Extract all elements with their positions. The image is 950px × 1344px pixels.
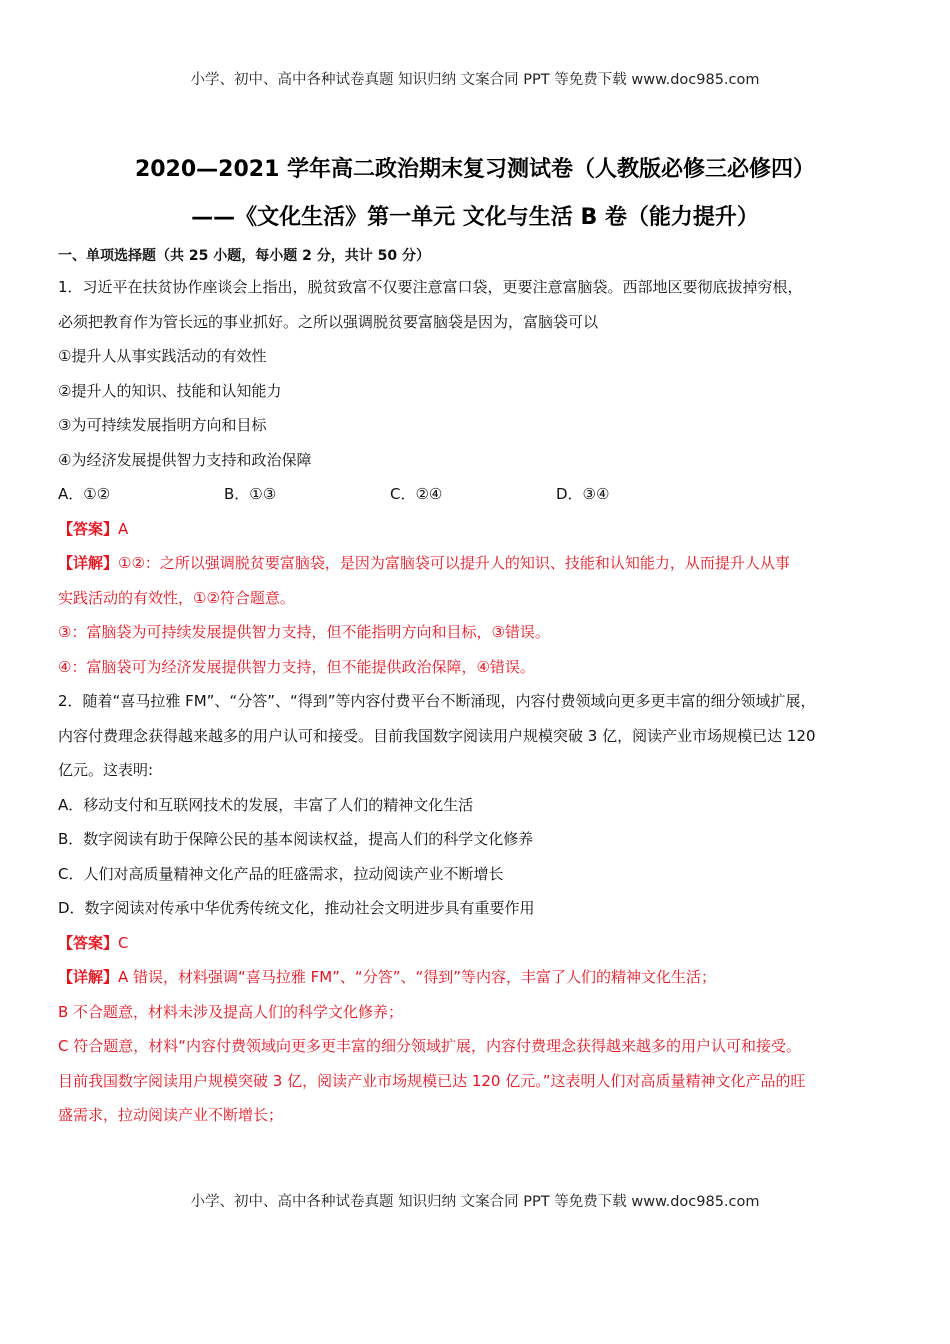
question-1 — [58, 270, 892, 684]
question-2 — [58, 684, 892, 1133]
question-stem: 亿元。这表明: — [58, 761, 154, 779]
option-a: A．移动支付和互联网技术的发展，丰富了人们的精神文化生活 — [58, 795, 474, 814]
explanation — [58, 960, 892, 995]
option-a: A．①② — [58, 485, 111, 503]
question-stem: 1．习近平在扶贫协作座谈会上指出，脱贫致富不仅要注意富口袋，更要注意富脑袋。西部地区要彻底拔掉穷根， — [58, 278, 803, 296]
header-banner: 小学、初中、高中各种试卷真题 知识归纳 文案合同 PPT 等免费下载 www.doc985.com — [190, 72, 760, 88]
answer-value: A — [118, 519, 129, 538]
exam-content — [58, 242, 892, 1133]
answer-label: 【答案】 — [58, 519, 119, 538]
question-item: ③为可持续发展指明方向和目标 — [58, 416, 267, 434]
option-b: B．数字阅读有助于保障公民的基本阅读权益，提高人们的科学文化修养 — [58, 830, 534, 848]
explanation-text: 实践活动的有效性，①②符合题意。 — [58, 588, 295, 607]
section-heading: 一、单项选择题（共 25 小题，每小题 2 分，共计 50 分） — [58, 248, 430, 264]
explanation-text: A 错误，材料强调“喜马拉雅 FM”、“分答”、“得到”等内容，丰富了人们的精神文化生活； — [118, 968, 717, 986]
exam-title: 2020—2021 学年高二政治期末复习测试卷（人教版必修三必修四） — [134, 157, 816, 182]
explanation-text: C 符合题意，材料“内容付费领域向更多更丰富的细分领域扩展，内容付费理念获得越来越多的用户认可和接受。 — [58, 1037, 802, 1055]
explanation-label: 【详解】 — [58, 968, 119, 986]
explanation-text: ③：富脑袋为可持续发展提供智力支持，但不能指明方向和目标，③错误。 — [58, 623, 550, 641]
answer-value: C — [118, 933, 129, 952]
question-stem: 必须把教育作为管长远的事业抓好。之所以强调脱贫要富脑袋是因为，富脑袋可以 — [58, 312, 599, 331]
explanation-text: ①②：之所以强调脱贫要富脑袋，是因为富脑袋可以提升人的知识、技能和认知能力，从而提升人从事 — [118, 554, 790, 572]
question-stem: 内容付费理念获得越来越多的用户认可和接受。目前我国数字阅读用户规模突破 3 亿，阅读产业市场规模已达 120 — [58, 726, 816, 745]
option-b: B．①③ — [224, 485, 277, 503]
explanation-text: 目前我国数字阅读用户规模突破 3 亿，阅读产业市场规模已达 120 亿元。”这表明人们对高质量精神文化产品的旺 — [58, 1071, 806, 1090]
question-item: ④为经济发展提供智力支持和政治保障 — [58, 450, 312, 469]
explanation-text: ④：富脑袋可为经济发展提供智力支持，但不能提供政治保障，④错误。 — [58, 657, 535, 676]
answer-options — [58, 477, 892, 512]
answer — [58, 926, 892, 961]
question-item: ①提升人从事实践活动的有效性 — [58, 347, 267, 365]
explanation-text: B 不合题意，材料未涉及提高人们的科学文化修养； — [58, 1002, 404, 1021]
exam-subtitle: ——《文化生活》第一单元 文化与生活 B 卷（能力提升） — [191, 205, 759, 230]
option-c: C．人们对高质量精神文化产品的旺盛需求，拉动阅读产业不断增长 — [58, 864, 504, 883]
footer-banner: 小学、初中、高中各种试卷真题 知识归纳 文案合同 PPT 等免费下载 www.doc985.com — [190, 1194, 760, 1210]
answer-label: 【答案】 — [58, 933, 119, 952]
explanation — [58, 546, 892, 581]
question-stem: 2．随着“喜马拉雅 FM”、“分答”、“得到”等内容付费平台不断涌现，内容付费领域向更多更丰富的细分领域扩展， — [58, 692, 816, 710]
answer — [58, 512, 892, 547]
option-d: D．③④ — [556, 485, 610, 503]
option-c: C．②④ — [390, 485, 443, 503]
option-d: D．数字阅读对传承中华优秀传统文化，推动社会文明进步具有重要作用 — [58, 899, 535, 917]
question-item: ②提升人的知识、技能和认知能力 — [58, 381, 282, 400]
explanation-label: 【详解】 — [58, 554, 119, 572]
explanation-text: 盛需求，拉动阅读产业不断增长； — [58, 1106, 284, 1124]
